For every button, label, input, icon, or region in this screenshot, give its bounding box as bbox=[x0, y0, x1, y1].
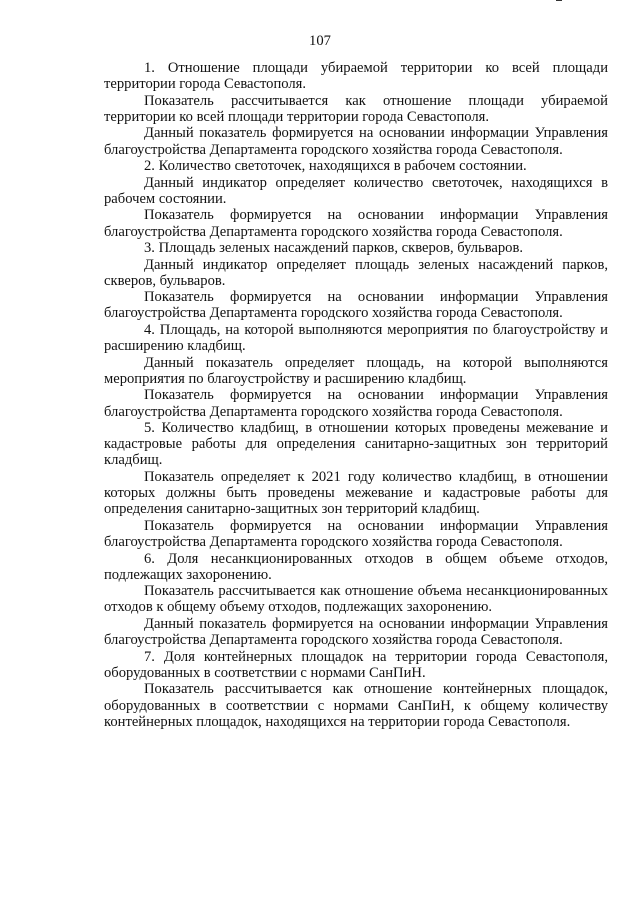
paragraph-indicator-3-source: Показатель формируется на основании информации Управления благоустройства Департамента городского хозяйства города Севастополя. bbox=[104, 289, 608, 322]
paragraph-indicator-4-source: Показатель формируется на основании информации Управления благоустройства Департамента городского хозяйства города Севастополя. bbox=[104, 387, 608, 420]
paragraph-indicator-5-source: Показатель формируется на основании информации Управления благоустройства Департамента городского хозяйства города Севастополя. bbox=[104, 517, 608, 551]
paragraph-indicator-7-title: 7. Доля контейнерных площадок на территории города Севастополя, оборудованных в соответствии с нормами СанПиН. bbox=[104, 648, 608, 681]
paragraph-indicator-2-title: 2. Количество светоточек, находящихся в рабочем состоянии. bbox=[144, 158, 527, 175]
paragraph-indicator-4-definition: Данный показатель определяет площадь, на которой выполняются мероприятия по благоустройству и расширению кладбищ. bbox=[104, 354, 608, 387]
paragraph-indicator-2-source: Показатель формируется на основании информации Управления благоустройства Департамента городского хозяйства города Севастополя. bbox=[104, 207, 608, 240]
paragraph-indicator-3-definition: Данный индикатор определяет площадь зеленых насаждений парков, скверов, бульваров. bbox=[104, 256, 608, 289]
paragraph-indicator-3-title: 3. Площадь зеленых насаждений парков, скверов, бульваров. bbox=[144, 240, 524, 257]
paragraph-indicator-1-title: 1. Отношение площади убираемой территории ко всей площади территории города Севастополя. bbox=[104, 60, 608, 93]
paragraph-indicator-5-definition: Показатель определяет к 2021 году количество кладбищ, в отношении которых должны быть проведены межевание и кадастровые работы для определения санитарно-защитных зон территорий кладбищ. bbox=[104, 468, 608, 518]
paragraph-indicator-7-calculation: Показатель рассчитывается как отношение контейнерных площадок, оборудованных в соответствии с нормами СанПиН, к общему количеству контейнерных площадок, находящихся на территории города Севастополя. bbox=[104, 681, 608, 730]
paragraph-indicator-5-title: 5. Количество кладбищ, в отношении которых проведены межевание и кадастровые работы для определения санитарно-защитных зон территорий кладбищ. bbox=[104, 420, 608, 469]
paragraph-indicator-1-calculation: Показатель рассчитывается как отношение площади убираемой территории ко всей площади территории города Севастополя. bbox=[104, 92, 608, 125]
document-body bbox=[104, 60, 608, 730]
paragraph-indicator-4-title: 4. Площадь, на которой выполняются мероприятия по благоустройству и расширению кладбищ. bbox=[104, 321, 608, 355]
scan-corner-mark bbox=[556, 0, 562, 4]
paragraph-indicator-1-source: Данный показатель формируется на основании информации Управления благоустройства Департамента городского хозяйства города Севастополя. bbox=[104, 125, 608, 158]
paragraph-indicator-6-calculation: Показатель рассчитывается как отношение объема несанкционированных отходов к общему объему отходов, подлежащих захоронению. bbox=[104, 583, 608, 616]
paragraph-indicator-6-source: Данный показатель формируется на основании информации Управления благоустройства Департамента городского хозяйства города Севастополя. bbox=[104, 615, 608, 649]
paragraph-indicator-2-definition: Данный индикатор определяет количество светоточек, находящихся в рабочем состоянии. bbox=[104, 174, 608, 207]
paragraph-indicator-6-title: 6. Доля несанкционированных отходов в общем объеме отходов, подлежащих захоронению. bbox=[104, 550, 608, 583]
page-number: 107 bbox=[309, 33, 331, 49]
